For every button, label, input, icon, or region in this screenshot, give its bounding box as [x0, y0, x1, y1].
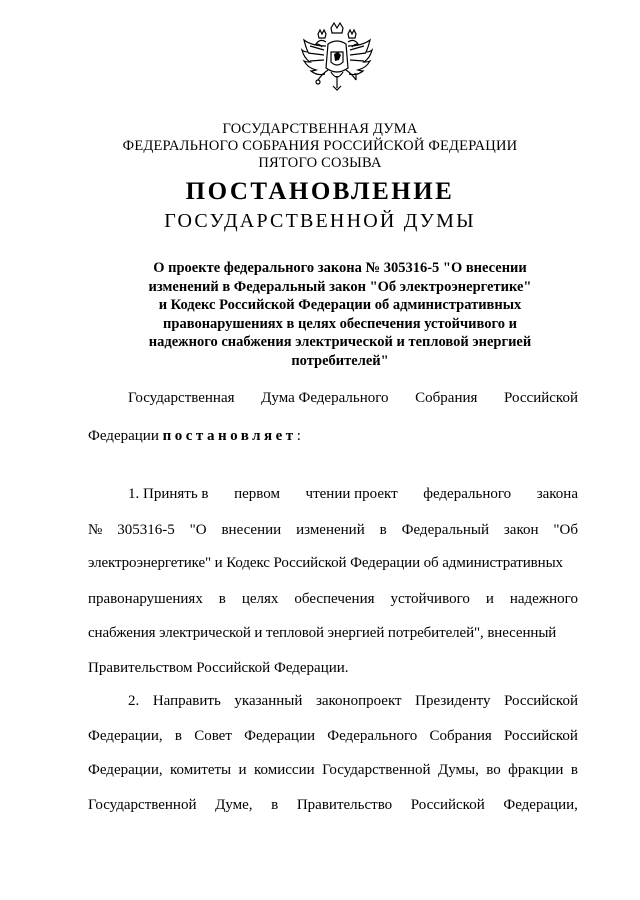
item-word: правонарушениях — [88, 591, 203, 607]
item-word: Российской — [504, 693, 578, 709]
item-word: первом — [234, 486, 280, 502]
subject-line: О проекте федерального закона № 305316-5 "О внесении — [153, 260, 527, 276]
item-word: Правительство — [296, 797, 393, 813]
issuer-line-3: ПЯТОГО СОЗЫВА — [258, 155, 382, 171]
item-word: Федеральный — [401, 522, 489, 538]
item-word: Думе, — [215, 797, 253, 813]
subject-line: и Кодекс Российской Федерации об административных — [158, 297, 522, 313]
item2-line-4 — [88, 796, 578, 814]
item-word: комитеты — [170, 762, 232, 778]
item-word: Государственной — [322, 762, 431, 778]
item-word: Федерального — [327, 728, 418, 744]
item-word: 1. Принять в — [128, 486, 209, 502]
issuer-line-1: ГОСУДАРСТВЕННАЯ ДУМА — [222, 121, 418, 137]
document-header — [0, 121, 640, 172]
item-word: устойчивого — [390, 591, 470, 607]
item-word: внесении — [221, 522, 282, 538]
item-word: Федерации — [244, 728, 315, 744]
intro-word: Государственная — [128, 390, 235, 406]
intro-word: Федерации — [88, 428, 159, 444]
item-word: во — [486, 762, 501, 778]
item-word: Российской — [504, 728, 578, 744]
item-word: Российской — [410, 797, 485, 813]
item-word: в — [570, 762, 578, 778]
intro-word: Собрания — [415, 390, 478, 406]
item-word: федерального — [423, 486, 512, 502]
subject-line: правонарушениях в целях обеспечения устойчивого и — [163, 315, 517, 332]
item1-line-2 — [88, 521, 578, 539]
subject-line: изменений в Федеральный закон "Об электроэнергетике" — [148, 278, 532, 295]
item-word: указанный — [234, 693, 303, 709]
issuer-line-2: ФЕДЕРАЛЬНОГО СОБРАНИЯ РОССИЙСКОЙ ФЕДЕРАЦИИ — [122, 138, 518, 154]
item-word: обеспечения — [294, 591, 375, 607]
item-word: Федерации, — [88, 762, 163, 778]
item1-line-4 — [88, 590, 578, 608]
item-word: целях — [241, 591, 279, 607]
resolution-subject — [110, 259, 570, 370]
subject-line: потребителей" — [291, 352, 389, 369]
item2-line-3 — [88, 761, 578, 779]
item2-line-1 — [128, 692, 578, 710]
intro-word: Дума Федерального — [261, 390, 389, 406]
item1-line-3: электроэнергетике" и Кодекс Российской Федерации об административных — [88, 555, 563, 571]
item1-line-5: снабжения электрической и тепловой энергией потребителей", внесенный — [88, 625, 557, 641]
intro-line-2 — [88, 427, 301, 445]
intro-colon: : — [296, 428, 301, 444]
item-word: фракции — [508, 762, 564, 778]
item-word: надежного — [509, 591, 578, 607]
item-word: "Об — [553, 522, 578, 538]
item-word: закона — [536, 486, 578, 502]
item-word: чтении проект — [305, 486, 398, 502]
item-word: и — [485, 591, 494, 607]
item1-line-6: Правительством Российской Федерации. — [88, 660, 349, 676]
item-word: законопроект — [315, 693, 402, 709]
document-subtitle: ГОСУДАРСТВЕННОЙ ДУМЫ — [164, 210, 476, 232]
item-word: Думы, — [437, 762, 479, 778]
intro-line-1 — [128, 389, 578, 407]
document-title: ПОСТАНОВЛЕНИЕ — [185, 178, 455, 205]
item-word: Федерации, — [88, 728, 163, 744]
item-word: Федерации, — [503, 797, 578, 813]
item-word: Собрания — [429, 728, 492, 744]
item-word: закон — [503, 522, 539, 538]
item-word: в — [271, 797, 279, 813]
item-word: Направить — [152, 693, 221, 709]
item-word: 305316-5 — [117, 522, 175, 538]
item-word: в — [379, 522, 387, 538]
coat-of-arms-emblem — [298, 20, 376, 104]
item-word: в — [174, 728, 182, 744]
item-word: № — [88, 522, 103, 538]
item-word: изменений — [296, 522, 365, 538]
item-word: Совет — [194, 728, 232, 744]
item-word: Государственной — [88, 797, 197, 813]
item-word: комиссии — [254, 762, 315, 778]
intro-word: Российской — [504, 390, 578, 406]
item-word: "О — [189, 522, 207, 538]
decree-word: постановляет — [162, 428, 297, 444]
subject-line: надежного снабжения электрической и тепловой энергией — [148, 334, 532, 350]
item-word: и — [238, 762, 247, 778]
item-word: Президенту — [415, 693, 491, 709]
item-word: 2. — [128, 693, 140, 709]
item2-line-2 — [88, 727, 578, 745]
item-word: в — [218, 591, 226, 607]
item1-line-1 — [128, 485, 578, 503]
